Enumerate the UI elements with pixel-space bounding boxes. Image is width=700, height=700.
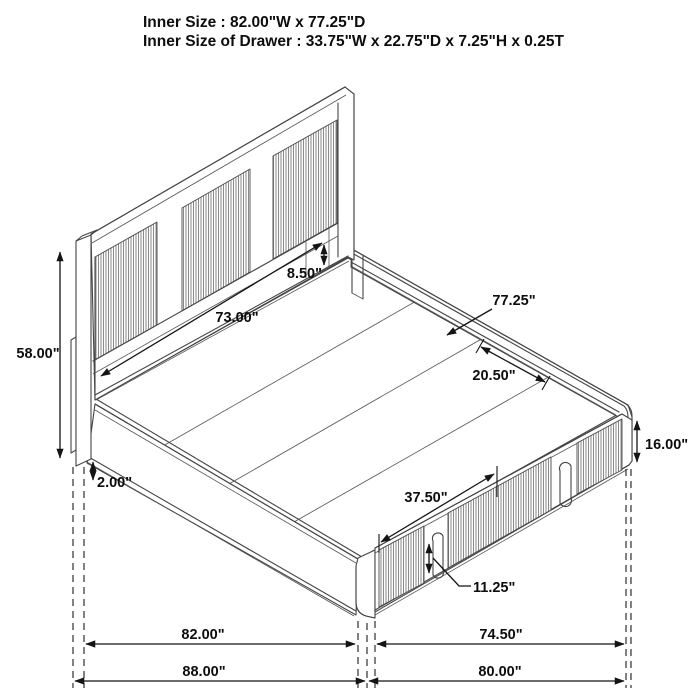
foot-corner-post [356, 550, 375, 618]
dim-label-platform-depth: 77.25" [492, 293, 536, 309]
dim-label-slat-width: 20.50" [472, 368, 516, 384]
dim-label-panel-bottom-gap: 8.50" [286, 266, 322, 282]
headboard-rear-leg [71, 337, 76, 453]
dim-label-leg-reveal: 2.00" [97, 475, 133, 491]
title-line-2: Inner Size of Drawer : 33.75"W x 22.75"D x 7.25"H x 0.25T [143, 33, 564, 50]
dim-label-drawer-section-width: 37.50" [404, 490, 448, 506]
dim-label-inner-depth-right: 74.50" [479, 627, 523, 643]
dim-label-overall-depth: 80.00" [478, 664, 522, 680]
dim-inner-depth-right [377, 627, 624, 644]
headboard-left-post [76, 234, 91, 466]
title-block [143, 14, 564, 50]
dim-base-height [637, 421, 688, 462]
dim-label-inner-length: 82.00" [181, 627, 225, 643]
dim-label-overall-length: 88.00" [182, 664, 226, 680]
dim-label-base-height: 16.00" [645, 437, 689, 453]
dim-overall-length [75, 664, 365, 681]
dim-headboard-height [16, 252, 60, 458]
dim-label-headboard-panel-width: 73.00" [215, 310, 259, 326]
dim-inner-length [86, 627, 355, 644]
dim-overall-depth [369, 664, 624, 681]
bed-structure [71, 87, 632, 618]
dim-label-drawer-front-height: 11.25" [473, 580, 516, 596]
title-line-1: Inner Size : 82.00"W x 77.25"D [143, 14, 366, 31]
dim-label-headboard-height: 58.00" [16, 346, 60, 362]
